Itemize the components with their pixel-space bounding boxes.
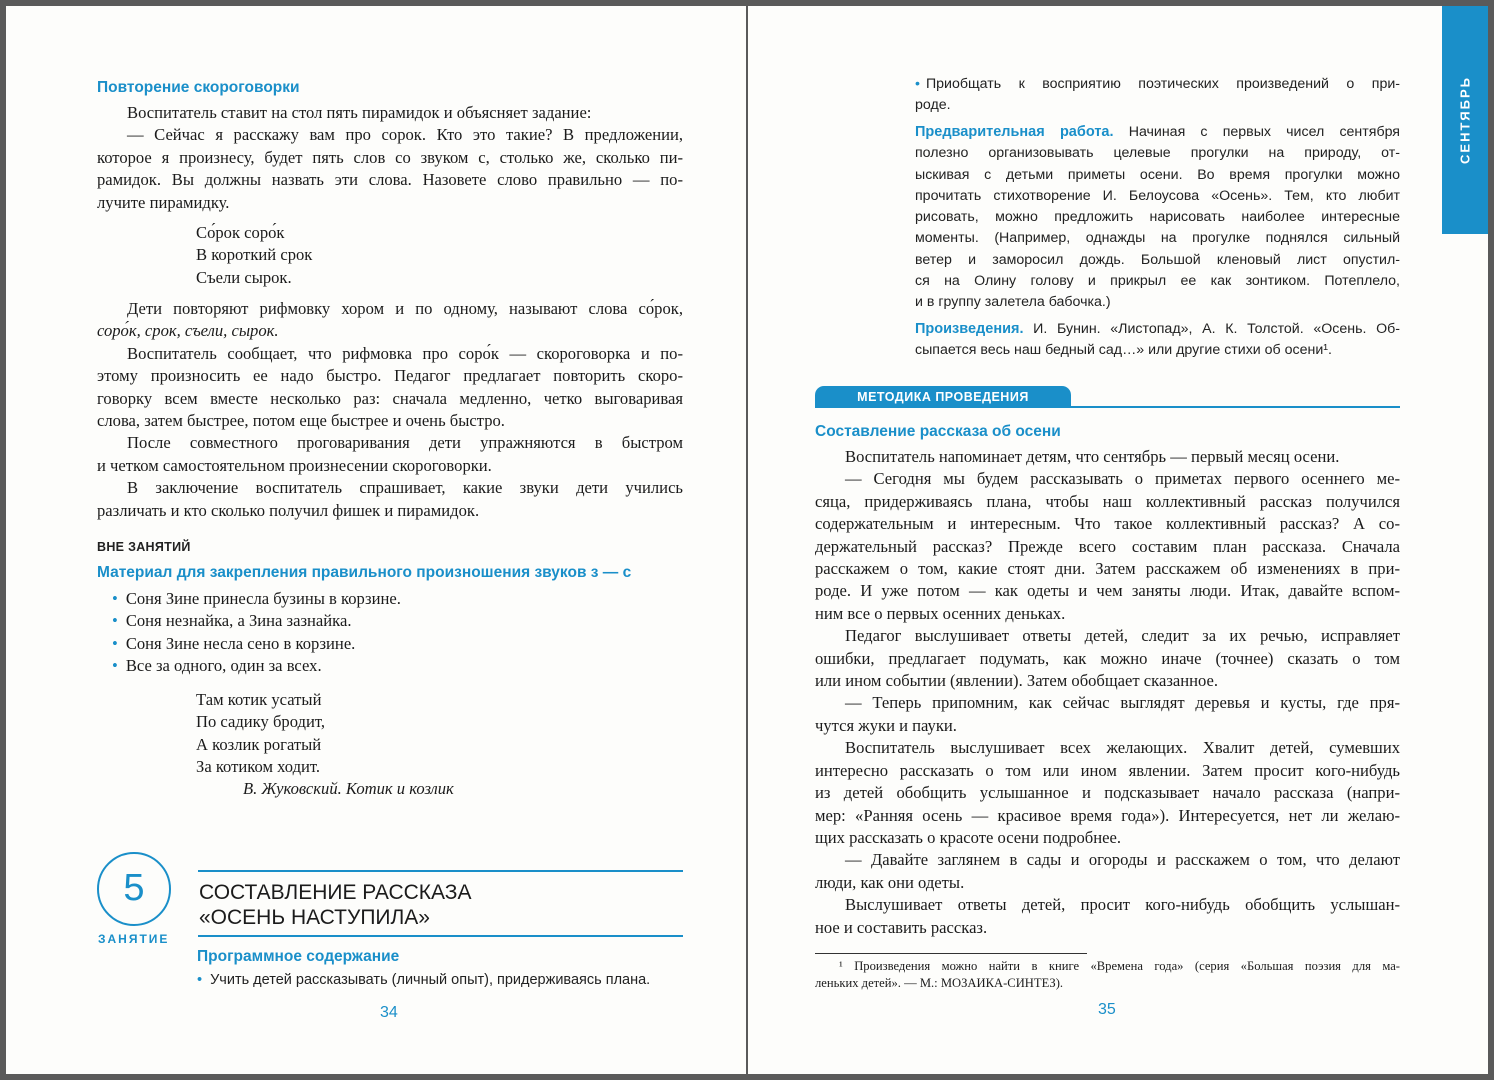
paragraph-intro (97, 102, 683, 214)
text-line: сыпается весь наш бедный сад…» или другие стихи об осени¹. (915, 342, 1332, 359)
section-title-story: Составление рассказа об осени (815, 423, 1061, 440)
list-item: • Соня незнайка, а Зина зазнайка. (112, 611, 352, 631)
lesson-label: ЗАНЯТИЕ (98, 932, 170, 946)
text-line: ыскивая с детьми приметы осени. Во время прогулки можно (915, 166, 1400, 183)
text-line: расскажем о том, какие стоят дни. Затем расскажем об изменениях в при- (815, 559, 1400, 579)
works-title: Произведения. (915, 321, 1024, 337)
list-item: • Соня Зине несла сено в корзине. (112, 633, 356, 653)
text-line: моменты. (Например, однажды на прогулке поднялся сильный (915, 230, 1400, 247)
text-line: соро́к, срок, съели, сырок. (97, 321, 279, 341)
text-line: Предварительная работа. Начиная с первых чисел сентября (915, 124, 1400, 140)
lesson-title-line: «ОСЕНЬ НАСТУПИЛА» (199, 906, 430, 929)
verse-kotik (196, 689, 325, 779)
footnote-rule (815, 953, 1087, 954)
text-line: этому произносить ее надо быстро. Педагог предлагает повторить скоро- (97, 366, 683, 386)
footnote (815, 958, 1400, 992)
verse-line: Там котик усатый (196, 690, 322, 709)
text-line: Выслушивает ответы детей, просит кого-нибудь обобщить услышан- (845, 895, 1400, 915)
text-line: ним все о первых осенних деньках. (815, 603, 1066, 623)
text-line: лучите пирамидку. (97, 192, 230, 212)
section-title-material: Материал для закрепления правильного произношения звуков з — с (97, 564, 632, 581)
method-banner (815, 386, 1071, 408)
month-tab: СЕНТЯБРЬ (1442, 6, 1488, 234)
text-line: различать и кто сколько получил фишек и пирамидок. (97, 500, 480, 520)
list-item: • Все за одного, один за всех. (112, 656, 322, 676)
page-number: 35 (1098, 1001, 1116, 1018)
outside-lessons-label: ВНЕ ЗАНЯТИЙ (97, 540, 191, 554)
text-line: Дети повторяют рифмовку хором и по одному, называют слова со́рок, (127, 299, 683, 318)
method-rule (815, 406, 1400, 408)
text-line: Воспитатель выслушивает всех желающих. Хвалит детей, сумевших (845, 738, 1400, 758)
text-line: из детей обобщить услышанное и подсказывает начало рассказа (напри- (815, 783, 1400, 803)
bullet-list (112, 588, 401, 678)
bullet-dot-icon: • (112, 656, 118, 676)
text-line: рисовать, можно предложить нарисовать наиболее интересные (915, 209, 1400, 226)
text-line: После совместного проговаривания дети упражняются в быстром (127, 433, 683, 453)
top-bullet (915, 74, 1400, 117)
program-bullet: • Учить детей рассказывать (личный опыт), придерживаясь плана. (197, 972, 651, 988)
verse-line: В короткий срок (196, 245, 313, 265)
right-page (748, 6, 1488, 1074)
verse-line: А козлик рогатый (196, 734, 322, 754)
text-line: полезно организовывать целевые прогулки на природу, от- (915, 145, 1400, 162)
preparatory-work (915, 122, 1400, 314)
bullet-dot-icon: • (112, 633, 118, 653)
verse-sorok (196, 222, 312, 289)
paragraph-repeat (97, 298, 683, 522)
text-line: — Сейчас я расскажу вам про сорок. Кто это такие? В предложении, (127, 125, 683, 145)
text-line: Произведения. И. Бунин. «Листопад», А. К. Толстой. «Осень. Об- (915, 321, 1400, 337)
verse-line: Со́рок соро́к (196, 223, 285, 242)
verse-line: Съели сырок. (196, 267, 292, 287)
text-line: Воспитатель сообщает, что рифмовка про соро́к — скороговорка и по- (127, 343, 683, 363)
text-line: слова, затем быстрее, потом еще быстрее и очень быстро. (97, 411, 505, 431)
bullet-dot-icon: • (112, 611, 118, 631)
text-line: говорку всем вместе несколько раз: сначала медленно, четко выговаривая (97, 388, 683, 408)
text-line: — Давайте заглянем в сады и огороды и расскажем о том, что делают (845, 850, 1400, 870)
text-line: ся на Олину голову и прикрыл ее как зонтиком. Потеплело, (915, 273, 1400, 290)
method-banner-label: МЕТОДИКА ПРОВЕДЕНИЯ (857, 390, 1029, 404)
text-line: роде. И уже потом — как одеты и чем заняты люди. Итак, давайте вспом- (815, 581, 1400, 601)
text-line: Педагог выслушивает ответы детей, следит за их речью, исправляет (845, 626, 1400, 646)
text-line: мер: «Ранняя осень — красивое время года»). Интересуется, нет ли желаю- (815, 805, 1400, 825)
text-line: и в группу залетела бабочка.) (915, 294, 1111, 311)
program-content-title: Программное содержание (197, 948, 400, 965)
text-line: которое я произнесу, будет пять слов со звуком с, столько же, сколько пи- (97, 147, 683, 167)
text-line: содержательным и интересным. Что такое коллективный рассказ? А со- (815, 514, 1400, 534)
left-page (6, 6, 746, 1074)
text-line: В заключение воспитатель спрашивает, какие звуки дети учились (127, 478, 683, 498)
text-line: щих рассказать о красоте осени подробнее. (815, 827, 1121, 847)
text-line: ошибки, предлагает подумать, как можно иначе (точнее) сказать о том (815, 648, 1400, 668)
title-rule-bottom (198, 935, 683, 937)
text-line: Воспитатель ставит на стол пять пирамидок и объясняет задание: (127, 103, 592, 122)
title-rule-top (198, 870, 683, 872)
verse-line: За котиком ходит. (196, 757, 321, 777)
works (915, 319, 1400, 362)
text-line: • Приобщать к восприятию поэтических произведений о при- (915, 76, 1400, 92)
bullet-dot-icon: • (197, 972, 203, 988)
text-line: Воспитатель напоминает детям, что сентябрь — первый месяц осени. (845, 447, 1340, 466)
text-line: люди, как они одеты. (815, 872, 965, 892)
bullet-dot-icon: • (112, 589, 118, 608)
text-line: или ином событии (явлении). Затем обобщает сказанное. (815, 671, 1219, 691)
text-line: держательный рассказ? Прежде всего составим план рассказа. Сначала (815, 536, 1400, 556)
text-line: — Сегодня мы будем рассказывать о приметах первого осеннего ме- (845, 469, 1400, 489)
text-line: прочитать стихотворение И. Белоусова «Осень». Тем, кто любит (915, 187, 1400, 204)
text-line: рамидок. Вы должны назвать эти слова. Назовете слово правильно — по- (97, 170, 683, 190)
footnote-line: ¹ Произведения можно найти в книге «Времена года» (серия «Большая поэзия для ма- (839, 959, 1400, 973)
text-line: роде. (915, 97, 951, 114)
verse-line: По садику бродит, (196, 712, 325, 732)
text-line: сяца, придерживаясь плана, чтобы наш коллективный рассказ получился (815, 491, 1400, 511)
text-line: ветер и заморосил дождь. Большой кленовый лист опустил- (915, 251, 1400, 268)
lesson-number-circle: 5 (97, 852, 171, 926)
preparatory-work-title: Предварительная работа. (915, 124, 1114, 140)
story-body (815, 446, 1400, 939)
bullet-dot-icon: • (915, 76, 920, 92)
text-line: — Теперь припомним, как сейчас выглядят деревья и кусты, где пря- (845, 693, 1400, 713)
lesson-title-line: СОСТАВЛЕНИЕ РАССКАЗА (199, 881, 472, 904)
text-line: чутся жуки и пауки. (815, 715, 957, 735)
text-line: интересно рассказать о том или ином явлении. Затем просит кого-нибудь (815, 760, 1400, 780)
verse-author: В. Жуковский. Котик и козлик (243, 779, 454, 798)
lesson-title (199, 880, 471, 930)
text-line: ное и составить рассказ. (815, 917, 988, 937)
footnote-line: леньких детей». — М.: МОЗАИКА-СИНТЕЗ). (815, 976, 1064, 990)
page-number: 34 (380, 1004, 398, 1021)
list-item: • Соня Зине принесла бузины в корзине. (112, 589, 401, 608)
text-line: и четком самостоятельном произнесении скороговорки. (97, 455, 492, 475)
section-title-tongue-twister: Повторение скороговорки (97, 79, 300, 96)
